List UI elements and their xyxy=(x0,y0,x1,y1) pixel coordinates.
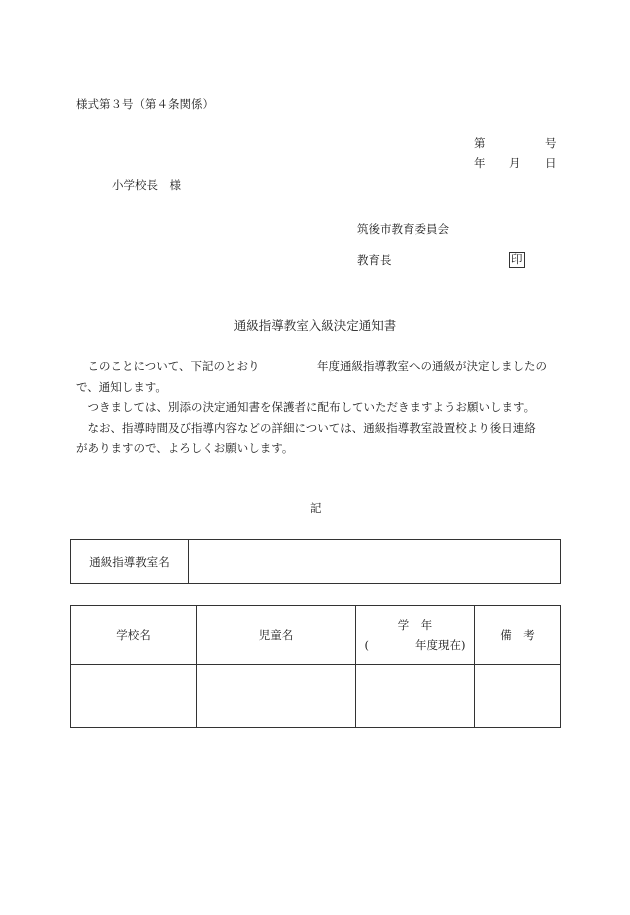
table-row xyxy=(71,665,561,728)
cell-school xyxy=(71,665,197,728)
date-month: 月 xyxy=(509,156,521,170)
header-school: 学校名 xyxy=(71,606,197,665)
ki-heading: 記 xyxy=(310,501,322,515)
classroom-label: 通級指導教室名 xyxy=(71,540,189,584)
cell-grade xyxy=(356,665,475,728)
header-grade-line-2: ( 年度現在) xyxy=(364,638,466,652)
form-label: 様式第３号（第４条関係） xyxy=(76,97,214,111)
document-title: 通級指導教室入級決定通知書 xyxy=(233,318,397,333)
date-day: 日 xyxy=(545,156,557,170)
cell-remarks xyxy=(475,665,561,728)
classroom-table xyxy=(70,539,561,584)
body-paragraph-2: つきましては、別添の決定通知書を保護者に配布していただきますようお願いします。 xyxy=(87,400,536,414)
body-paragraph-1-line-1: このことについて、下記のとおり 年度通級指導教室への通級が決定しましたの xyxy=(87,359,548,373)
addressee: 小学校長 様 xyxy=(112,178,181,192)
students-header-row xyxy=(71,606,561,665)
students-table xyxy=(70,605,561,728)
header-remarks: 備 考 xyxy=(475,606,561,665)
header-student: 児童名 xyxy=(197,606,356,665)
date-year: 年 xyxy=(474,156,486,170)
header-grade xyxy=(356,606,475,665)
doc-number-go: 号 xyxy=(545,136,557,150)
body-text xyxy=(76,356,560,459)
cell-student xyxy=(197,665,356,728)
header-grade-line-1: 学 年 xyxy=(397,618,433,632)
body-paragraph-1-line-2: で、通知します。 xyxy=(76,379,167,394)
seal-mark: 印 xyxy=(511,252,523,266)
classroom-value xyxy=(189,540,561,584)
issuer-org: 筑後市教育委員会 xyxy=(357,222,449,236)
body-paragraph-3-line-1: なお、指導時間及び指導内容などの詳細については、通級指導教室設置校より後日連絡 xyxy=(87,420,536,435)
body-paragraph-3-line-2: がありますので、よろしくお願いします。 xyxy=(76,441,294,455)
issuer-title: 教育長 xyxy=(357,253,392,267)
doc-number-dai: 第 xyxy=(474,136,486,150)
